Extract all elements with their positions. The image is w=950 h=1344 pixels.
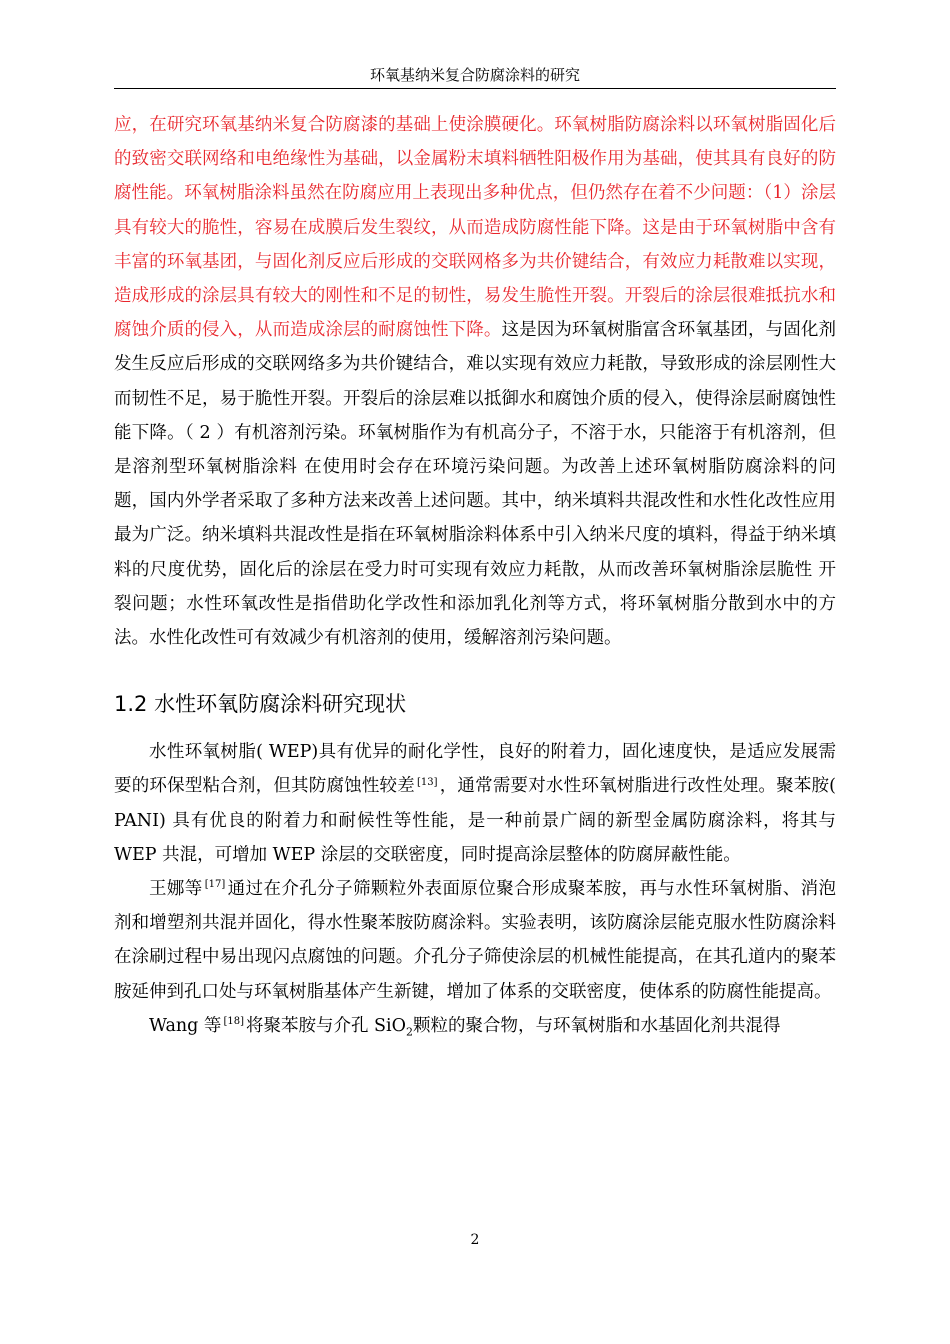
paragraph-wang xyxy=(114,1009,836,1043)
paragraph-continued xyxy=(114,108,836,655)
paragraph-text: 将聚苯胺与介孔 SiO xyxy=(245,1015,406,1036)
paragraph-wep xyxy=(114,735,836,872)
paragraph-text: 王娜等 xyxy=(149,879,203,900)
section-heading: 1.2 水性环氧防腐涂料研究现状 xyxy=(114,692,407,717)
paragraph-wang-na xyxy=(114,872,836,1009)
citation-18: [18] xyxy=(223,1016,244,1028)
page-body xyxy=(114,108,836,1043)
paragraph-text: 颗粒的聚合物，与环氧树脂和水基固化剂共混得 xyxy=(412,1015,781,1036)
paragraph-text: 这是因为环氧树脂富含环氧基团，与固化剂发生反应后形成的交联网络多为共价键结合，难以实现有效应力耗散，导致形成的涂层刚性大而韧性不足，易于脆性开裂。开裂后的涂层难以抵御水和腐蚀介质的侵入，使得涂层耐腐蚀性能下降。（ 2 ）有机溶剂污染。环氧树脂作为有机高分子，不溶于水，只能溶于有机溶剂，但是溶剂型环氧树脂涂料 在使用时会存在环境污染问题。为改善上述环氧树脂防腐涂料的问题，国内外学者采取了多种方法来改善上述问题。其中，纳米填料共混改性和水性化改性应用最为广泛。纳米填料共混改性是指在环氧树脂涂料体系中引入纳米尺度的填料，得益于纳米填料的尺度优势，固化后的涂层在受力时可实现有效应力耗散，从而改善环氧树脂涂层脆性 开裂问题；水性环氧改性是指借助化学改性和添加乳化剂等方式，将环氧树脂分散到水中的方法。水性化改性可有效减少有机溶剂的使用，缓解溶剂污染问题。 xyxy=(114,320,837,649)
paragraph-text: Wang 等 xyxy=(149,1015,222,1036)
paragraph-text: 通过在介孔分子筛颗粒外表面原位聚合形成聚苯胺，再与水性环氧树脂、消泡剂和增塑剂共混并固化，得水性聚苯胺防腐涂料。实验表明，该防腐涂层能克服水性防腐涂料在涂刷过程中易出现闪点腐蚀的问题。介孔分子筛使涂层的机械性能提高，在其孔道内的聚苯胺延伸到孔口处与环氧树脂基体产生新键，增加了体系的交联密度，使体系的防腐性能提高。 xyxy=(114,879,837,1002)
paragraph-text: 水性环氧树脂( WEP)具有优异的耐化学性，良好的附着力，固化速度快，是适应发展需要的环保型粘合剂，但其防腐蚀性较差 xyxy=(114,742,836,797)
running-header: 环氧基纳米复合防腐涂料的研究 xyxy=(369,66,580,84)
chemical-subscript: 2 xyxy=(405,1025,413,1039)
page-number: 2 xyxy=(470,1232,480,1248)
paragraph-text: ，通常需要对水性环氧树脂进行改性处理。聚苯胺( PANI) 具有优良的附着力和耐候性等性能，是一种前景广阔的新型金属防腐涂料，将其与 WEP 共混，可增加 WEP 涂层的交联密度，同时提高涂层整体的防腐屏蔽性能。 xyxy=(114,776,837,865)
header-rule xyxy=(114,88,836,89)
citation-13: [13] xyxy=(416,776,438,788)
citation-17: [17] xyxy=(204,879,226,891)
highlighted-red-text: 应，在研究环氧基纳米复合防腐漆的基础上使涂膜硬化。环氧树脂防腐涂料以环氧树脂固化后的致密交联网络和电绝缘性为基础，以金属粉末填料牺牲阳极作用为基础，使其具有良好的防腐性能。环氧树脂涂料虽然在防腐应用上表现出多种优点，但仍然存在着不少问题：（1）涂层具有较大的脆性，容易在成膜后发生裂纹，从而造成防腐性能下降。这是由于环氧树脂中含有丰富的环氧基团，与固化剂反应后形成的交联网格多为共价键结合，有效应力耗散难以实现，造成形成的涂层具有较大的刚性和不足的韧性，易发生脆性开裂。开裂后的涂层很难抵抗水和腐蚀介质的侵入，从而造成涂层的耐腐蚀性下降。 xyxy=(114,115,836,341)
